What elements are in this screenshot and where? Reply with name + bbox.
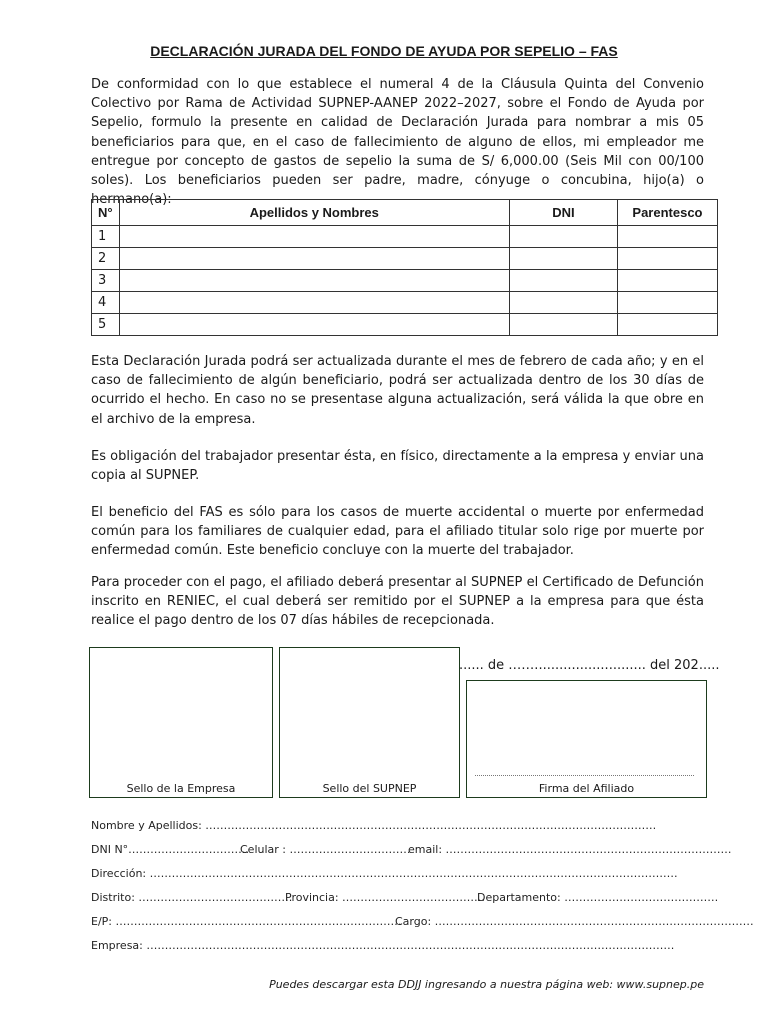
dni-cell[interactable] <box>509 292 617 314</box>
dni-cell[interactable] <box>509 226 617 248</box>
phone-field[interactable]: Celular : …………………………… <box>240 843 411 856</box>
table-row <box>92 226 718 248</box>
name-field[interactable]: Nombre y Apellidos: …………………………………………………………………………………………………………… <box>91 819 657 832</box>
signature-line <box>475 775 694 776</box>
name-cell[interactable] <box>119 226 509 248</box>
email-field[interactable]: email: …………………………………………………………………… <box>408 843 732 856</box>
company-field[interactable]: Empresa: ……………………………………………………………………………………………………………………………… <box>91 939 675 952</box>
name-cell[interactable] <box>119 248 509 270</box>
dni-field[interactable]: DNI N°…………………………… <box>91 843 250 856</box>
ep-field[interactable]: E/P: …………………………………………………………………… <box>91 915 402 928</box>
relation-cell[interactable] <box>617 270 717 292</box>
row-number: 4 <box>92 292 120 314</box>
company-seal-label: Sello de la Empresa <box>126 782 236 795</box>
dni-cell[interactable] <box>509 314 617 336</box>
relation-cell[interactable] <box>617 226 717 248</box>
supnep-seal-label: Sello del SUPNEP <box>322 782 417 795</box>
name-cell[interactable] <box>119 292 509 314</box>
row-number: 2 <box>92 248 120 270</box>
payment-paragraph: Para proceder con el pago, el afiliado deberá presentar al SUPNEP el Certificado de Defunción inscrito en RENIEC, el cual deberá ser remitido por el SUPNEP a la empresa para que ésta realice el pago dentro de los 07 días hábiles de recepcionada. <box>91 575 704 629</box>
department-field[interactable]: Departamento: …………………………………… <box>477 891 719 904</box>
obligation-paragraph: Es obligación del trabajador presentar ésta, en físico, directamente a la empresa y enviar una copia al SUPNEP. <box>91 449 704 484</box>
province-field[interactable]: Provincia: ………………………………… <box>285 891 486 904</box>
relation-cell[interactable] <box>617 292 717 314</box>
name-cell[interactable] <box>119 314 509 336</box>
relation-cell[interactable] <box>617 248 717 270</box>
update-paragraph: Esta Declaración Jurada podrá ser actualizada durante el mes de febrero de cada año; y en el caso de fallecimiento de algún beneficiario, podrá ser actualizada dentro de los 30 días de ocurrido el hecho. En caso no se presentase alguna actualización, será válida la que obre en el archivo de la empresa. <box>91 354 704 427</box>
footer-note: Puedes descargar esta DDJJ ingresando a nuestra página web: www.supnep.pe <box>269 978 704 991</box>
table-header-row <box>92 200 718 226</box>
signature-box <box>466 680 707 798</box>
company-seal-box <box>89 647 273 798</box>
header-relation: Parentesco <box>617 200 717 226</box>
position-field[interactable]: Cargo: …………………………………………………………………………… <box>395 915 754 928</box>
district-field[interactable]: Distrito: …………………………………… <box>91 891 293 904</box>
benefit-paragraph: El beneficio del FAS es sólo para los casos de muerte accidental o muerte por enfermedad común para los familiares de cualquier edad, para el afiliado titular solo rige por muerte por enfermedad común. Este beneficio concluye con la muerte del trabajador. <box>91 505 704 559</box>
intro-paragraph: De conformidad con lo que establece el numeral 4 de la Cláusula Quinta del Convenio Colectivo por Rama de Actividad SUPNEP-AANEP 2022–2027, sobre el Fondo de Ayuda por Sepelio, formulo la presente en calidad de Declaración Jurada para nombrar a mis 05 beneficiarios para que, en el caso de fallecimiento de alguno de ellos, mi empleador me entregue por concepto de gastos de sepelio la suma de S/ 6,000.00 (Seis Mil con 00/100 soles). Los beneficiarios pueden ser padre, madre, cónyuge o concubina, hijo(a) o hermano(a): <box>91 77 704 208</box>
address-field[interactable]: Dirección: ……………………………………………………………………………………………………………………………… <box>91 867 678 880</box>
header-number: N° <box>92 200 120 226</box>
table-row <box>92 292 718 314</box>
row-number: 1 <box>92 226 120 248</box>
name-cell[interactable] <box>119 270 509 292</box>
supnep-seal-box <box>279 647 460 798</box>
table-row <box>92 248 718 270</box>
header-name: Apellidos y Nombres <box>119 200 509 226</box>
dni-cell[interactable] <box>509 270 617 292</box>
table-row <box>92 270 718 292</box>
table-row <box>92 314 718 336</box>
beneficiaries-table <box>91 199 718 336</box>
row-number: 5 <box>92 314 120 336</box>
signature-label: Firma del Afiliado <box>538 782 635 795</box>
relation-cell[interactable] <box>617 314 717 336</box>
date-line[interactable]: ...... de ……........................... del 202..... <box>459 658 720 673</box>
dni-cell[interactable] <box>509 248 617 270</box>
row-number: 3 <box>92 270 120 292</box>
header-dni: DNI <box>509 200 617 226</box>
document-title: DECLARACIÓN JURADA DEL FONDO DE AYUDA POR SEPELIO – FAS <box>150 43 618 59</box>
